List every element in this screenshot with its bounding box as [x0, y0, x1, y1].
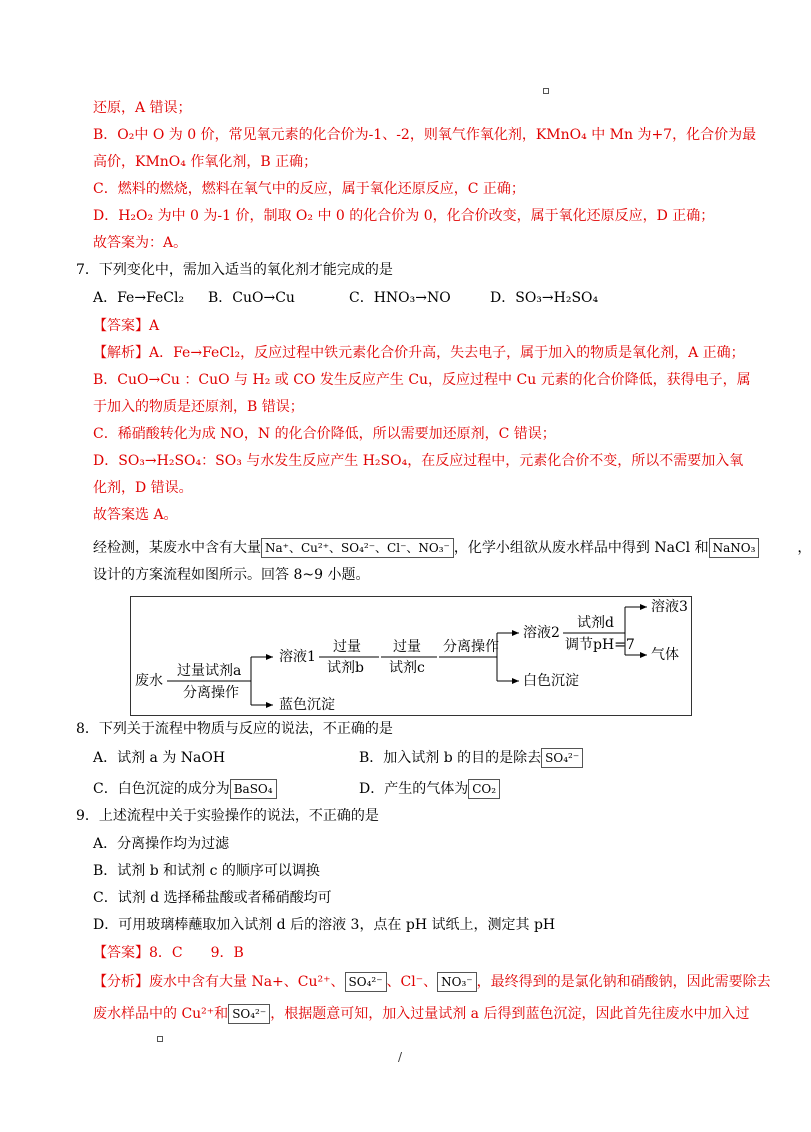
label-excess-c: 过量: [393, 639, 421, 655]
option-7b: B．CuO→Cu: [208, 290, 295, 306]
option-7d: D．SO₃→H₂SO₄: [490, 290, 599, 306]
corner-marker-bottom: [157, 1036, 163, 1042]
text-line: 还原，A 错误；: [93, 100, 192, 116]
page-footer: /: [398, 1050, 403, 1064]
option-7a: A．Fe→FeCl₂: [93, 290, 185, 306]
explanation-line: 【解析】A．Fe→FeCl₂，反应过程中铁元素化合价升高，失去电子，属于加入的物质是氧化剂，A 正确；: [93, 345, 745, 361]
analysis-line-2: [93, 1004, 749, 1024]
answer-8-9: 【答案】8．C 9．B: [93, 945, 244, 961]
analysis-text: ，根据题意可知，加入过量试剂 a 后得到蓝色沉淀，因此首先往废水中加入过: [270, 1006, 750, 1022]
explanation-line: 化剂，D 错误。: [93, 480, 193, 496]
formula-box: CO₂: [468, 779, 500, 799]
intro-text: ，化学小组欲从废水样品中得到 NaCl 和: [453, 540, 709, 556]
question-8: 8．下列关于流程中物质与反应的说法，不正确的是: [76, 721, 393, 737]
label-reagent-a: 过量试剂a: [177, 663, 242, 679]
ion-formula-box: Na⁺、Cu²⁺、SO₄²⁻、Cl⁻、NO₃⁻: [261, 538, 454, 558]
formula-box: BaSO₄: [230, 779, 277, 799]
node-white-precipitate: 白色沉淀: [523, 673, 579, 689]
node-solution-3: 溶液3: [651, 599, 688, 615]
explanation-line: D．SO₃→H₂SO₄：SO₃ 与水发生反应产生 H₂SO₄，在反应过程中，元素化合价不变，所以不需要加入氧: [93, 453, 744, 469]
question-7: 7．下列变化中，需加入适当的氧化剂才能完成的是: [76, 262, 393, 278]
option-8a: A．试剂 a 为 NaOH: [93, 750, 226, 766]
analysis-text: ，最终得到的是氯化钠和硝酸钠，因此需要除去: [476, 974, 771, 990]
node-solution-1: 溶液1: [279, 649, 316, 665]
option-8b: [359, 748, 583, 768]
explanation-line: 于加入的物质是还原剂，B 错误；: [93, 399, 304, 415]
label-excess-b: 过量: [333, 639, 361, 655]
option-7c: C．HNO₃→NO: [349, 290, 451, 306]
option-text: D．产生的气体为: [359, 781, 469, 797]
option-9c: C．试剂 d 选择稀盐酸或者稀硝酸均可: [93, 890, 332, 906]
node-gas: 气体: [651, 647, 679, 663]
formula-box: SO₄²⁻: [345, 972, 387, 992]
node-waste-water: 废水: [135, 673, 163, 689]
intro-line-1: [93, 538, 811, 558]
label-adjust-ph: 调节pH=7: [565, 637, 635, 653]
formula-box: SO₄²⁻: [228, 1004, 270, 1024]
intro-text: ，: [797, 540, 811, 556]
analysis-text: 【分析】废水中含有大量 Na+、Cu²⁺、: [93, 974, 345, 990]
option-8d: [359, 779, 500, 799]
option-8c: [93, 779, 277, 799]
label-reagent-b: 试剂b: [327, 660, 364, 676]
answer-7: 【答案】A: [93, 318, 160, 334]
option-9d: D．可用玻璃棒蘸取加入试剂 d 后的溶液 3，点在 pH 试纸上，测定其 pH: [93, 917, 556, 933]
formula-box: SO₄²⁻: [541, 748, 583, 768]
text-line: D．H₂O₂ 为中 0 为-1 价，制取 O₂ 中 0 的化合价为 0，化合价改变，属于氧化还原反应，D 正确；: [93, 208, 715, 224]
node-solution-2: 溶液2: [523, 625, 560, 641]
option-9a: A．分离操作均为过滤: [93, 836, 230, 852]
label-reagent-d: 试剂d: [577, 615, 614, 631]
corner-marker-top: [543, 88, 549, 94]
formula-box: NaNO₃: [709, 538, 760, 558]
text-line: 故答案为：A。: [93, 235, 188, 251]
formula-box: NO₃⁻: [437, 972, 476, 992]
explanation-line: B．CuO→Cu ：CuO 与 H₂ 或 CO 发生反应产生 Cu，反应过程中 Cu 元素的化合价降低，获得电子，属: [93, 372, 751, 388]
label-reagent-c: 试剂c: [389, 660, 425, 676]
option-text: C．白色沉淀的成分为: [93, 781, 230, 797]
analysis-text: 、Cl⁻、: [386, 974, 438, 990]
question-9: 9．上述流程中关于实验操作的说法，不正确的是: [76, 808, 379, 824]
text-line: B．O₂中 O 为 0 价，常见氧元素的化合价为-1、-2，则氧气作氧化剂，KMnO₄ 中 Mn 为+7，化合价为最: [93, 127, 757, 143]
label-separation-1: 分离操作: [183, 685, 239, 701]
explanation-line: 故答案选 A。: [93, 507, 178, 523]
explanation-line: C．稀硝酸转化为成 NO，N 的化合价降低，所以需要加还原剂，C 错误；: [93, 426, 556, 442]
node-blue-precipitate: 蓝色沉淀: [279, 697, 335, 713]
option-9b: B．试剂 b 和试剂 c 的顺序可以调换: [93, 863, 320, 879]
intro-line-2: 设计的方案流程如图所示。回答 8~9 小题。: [93, 567, 370, 583]
label-separation-2: 分离操作: [443, 639, 499, 655]
intro-text: 经检测，某废水中含有大量: [93, 540, 261, 556]
analysis-text: 废水样品中的 Cu²⁺和: [93, 1006, 229, 1022]
analysis-line-1: [93, 972, 771, 992]
option-text: B．加入试剂 b 的目的是除去: [359, 750, 542, 766]
process-flowchart: [130, 596, 692, 716]
text-line: 高价，KMnO₄ 作氧化剂，B 正确；: [93, 154, 318, 170]
text-line: C．燃料的燃烧，燃料在氧气中的反应，属于氧化还原反应，C 正确；: [93, 181, 525, 197]
